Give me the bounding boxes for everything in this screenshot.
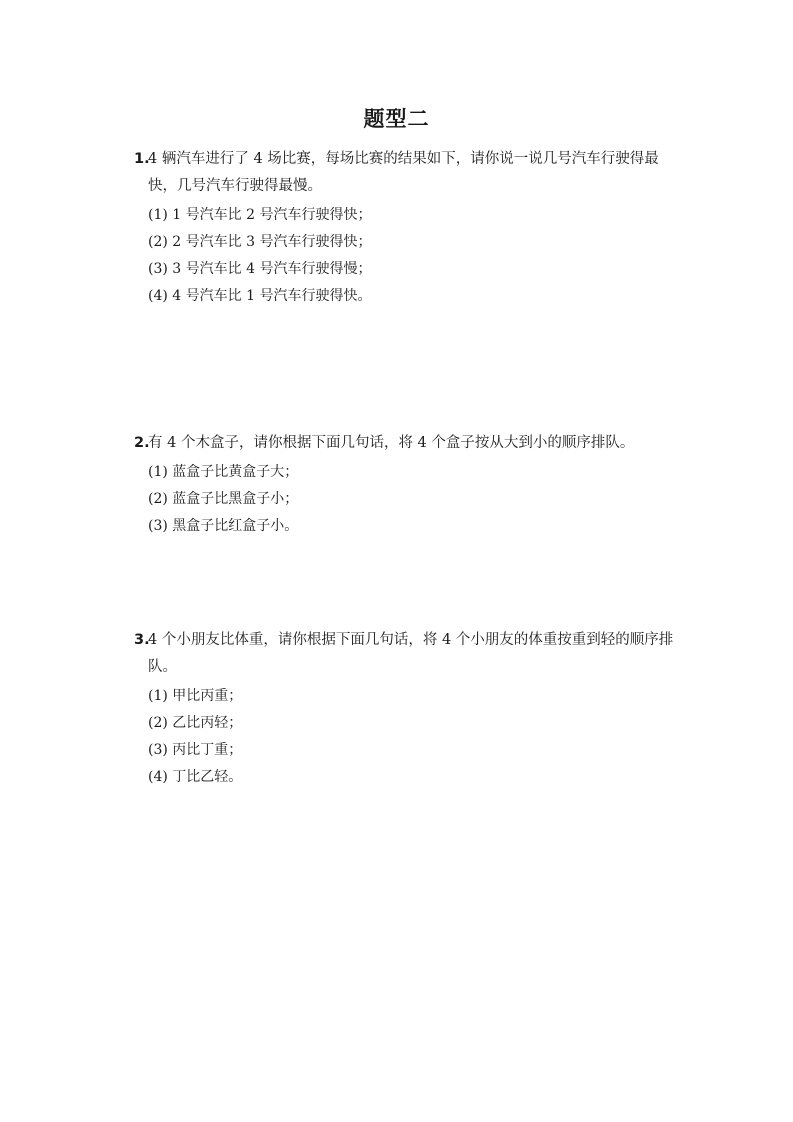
condition-item: (4) 4 号汽车比 1 号汽车行驶得快。 bbox=[148, 288, 372, 304]
question-text: 有 4 个木盒子，请你根据下面几句话，将 4 个盒子按从大到小的顺序排队。 bbox=[148, 435, 635, 451]
question-number: 2. bbox=[134, 435, 150, 451]
condition-item: (4) 丁比乙轻。 bbox=[148, 769, 243, 785]
condition-item: (3) 黑盒子比红盒子小。 bbox=[148, 518, 299, 534]
question-stem bbox=[134, 430, 674, 457]
condition-item: (1) 蓝盒子比黄盒子大； bbox=[148, 464, 299, 480]
question-3 bbox=[134, 627, 674, 791]
page-title: 题型二 bbox=[363, 107, 430, 131]
condition-item: (3) 丙比丁重； bbox=[148, 742, 243, 758]
condition-item: (2) 蓝盒子比黑盒子小； bbox=[148, 491, 299, 507]
question-1 bbox=[134, 146, 674, 310]
condition-item: (3) 3 号汽车比 4 号汽车行驶得慢； bbox=[148, 261, 372, 277]
condition-list bbox=[134, 459, 674, 540]
question-number: 1. bbox=[134, 151, 150, 167]
question-stem bbox=[134, 627, 674, 681]
condition-list bbox=[134, 202, 674, 310]
question-2 bbox=[134, 430, 674, 540]
condition-item: (1) 1 号汽车比 2 号汽车行驶得快； bbox=[148, 207, 372, 223]
condition-item: (1) 甲比丙重； bbox=[148, 688, 243, 704]
condition-list bbox=[134, 683, 674, 791]
question-number: 3. bbox=[134, 632, 150, 648]
question-text: 4 个小朋友比体重，请你根据下面几句话，将 4 个小朋友的体重按重到轻的顺序排队。 bbox=[148, 632, 674, 675]
question-stem bbox=[134, 146, 674, 200]
condition-item: (2) 乙比丙轻； bbox=[148, 715, 243, 731]
condition-item: (2) 2 号汽车比 3 号汽车行驶得快； bbox=[148, 234, 372, 250]
question-text: 4 辆汽车进行了 4 场比赛，每场比赛的结果如下，请你说一说几号汽车行驶得最快，几号汽车行驶得最慢。 bbox=[148, 151, 659, 194]
